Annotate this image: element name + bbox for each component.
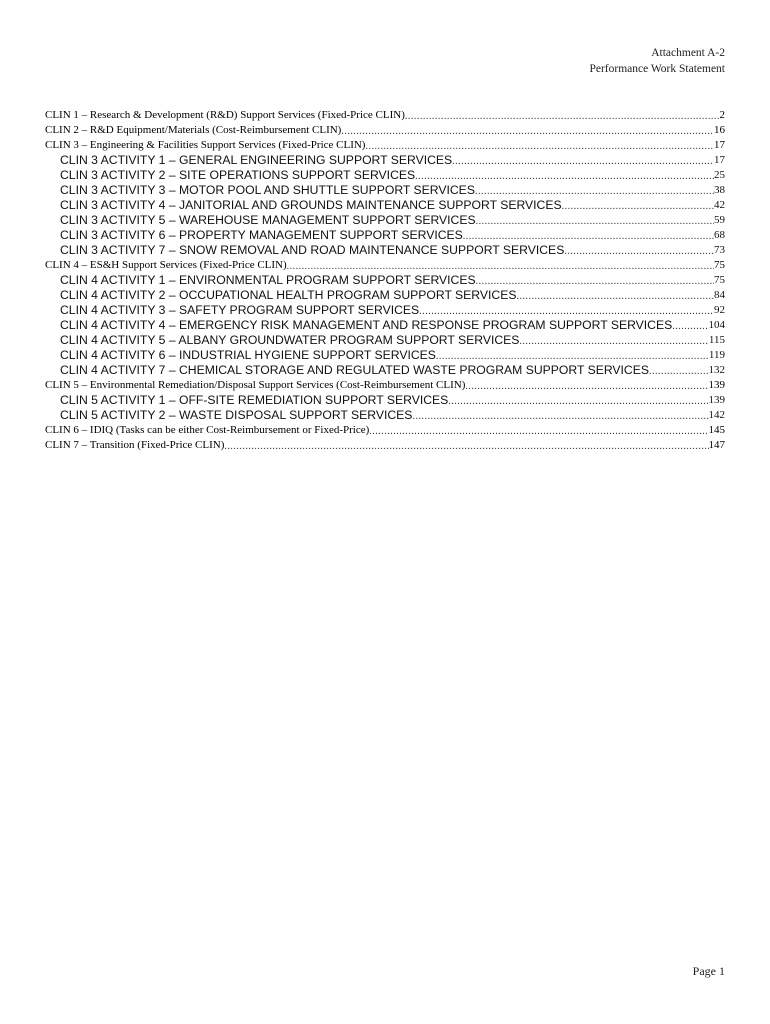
toc-entry-activity[interactable]	[45, 318, 725, 333]
toc-entry-activity[interactable]	[45, 408, 725, 423]
toc-page-number[interactable]: 132	[708, 364, 725, 376]
toc-dot-leader	[562, 200, 714, 213]
toc-page-number[interactable]: 68	[714, 229, 725, 241]
toc-page-number[interactable]: 147	[708, 439, 725, 451]
toc-dot-leader	[224, 440, 708, 453]
toc-dot-leader	[419, 305, 714, 318]
toc-dot-leader	[405, 110, 720, 123]
toc-entry-title[interactable]: CLIN 4 ACTIVITY 7 – CHEMICAL STORAGE AND REGULATED WASTE PROGRAM SUPPORT SERVICES	[60, 363, 649, 377]
toc-entry-activity[interactable]	[45, 348, 725, 363]
toc-entry-title[interactable]: CLIN 7 – Transition (Fixed-Price CLIN)	[45, 439, 225, 451]
toc-page-number[interactable]: 115	[708, 334, 725, 346]
toc-page-number[interactable]: 17	[714, 139, 725, 151]
toc-dot-leader	[475, 185, 714, 198]
toc-dot-leader	[463, 230, 714, 243]
page-number: Page 1	[692, 964, 725, 978]
toc-page-number[interactable]: 42	[714, 199, 725, 211]
toc-dot-leader	[412, 410, 708, 423]
toc-entry-title[interactable]: CLIN 4 ACTIVITY 5 – ALBANY GROUNDWATER PROGRAM SUPPORT SERVICES	[60, 333, 520, 347]
toc-dot-leader	[672, 320, 708, 333]
toc-entry-title[interactable]: CLIN 3 – Engineering & Facilities Support Services (Fixed-Price CLIN)	[45, 139, 366, 151]
toc-entry-title[interactable]: CLIN 1 – Research & Development (R&D) Support Services (Fixed-Price CLIN)	[45, 109, 405, 121]
document-title: Performance Work Statement	[589, 63, 725, 75]
toc-page-number[interactable]: 145	[708, 424, 725, 436]
toc-page-number[interactable]: 38	[714, 184, 725, 196]
toc-entry-title[interactable]: CLIN 3 ACTIVITY 5 – WAREHOUSE MANAGEMENT SUPPORT SERVICES	[60, 213, 476, 227]
toc-entry-activity[interactable]	[45, 243, 725, 258]
toc-entry-activity[interactable]	[45, 288, 725, 303]
toc-entry-clin[interactable]	[45, 138, 725, 153]
toc-entry-title[interactable]: CLIN 4 ACTIVITY 1 – ENVIRONMENTAL PROGRAM SUPPORT SERVICES	[60, 273, 476, 287]
toc-entry-activity[interactable]	[45, 213, 725, 228]
toc-dot-leader	[341, 125, 714, 138]
toc-page-number[interactable]: 84	[714, 289, 725, 301]
attachment-label: Attachment A-2	[651, 47, 725, 59]
toc-entry-activity[interactable]	[45, 153, 725, 168]
toc-dot-leader	[415, 170, 714, 183]
toc-page-number[interactable]: 142	[708, 409, 725, 421]
toc-page-number[interactable]: 17	[714, 154, 725, 166]
toc-entry-title[interactable]: CLIN 4 ACTIVITY 3 – SAFETY PROGRAM SUPPORT SERVICES	[60, 303, 420, 317]
toc-entry-clin[interactable]	[45, 123, 725, 138]
toc-dot-leader	[287, 260, 714, 273]
toc-entry-title[interactable]: CLIN 4 ACTIVITY 6 – INDUSTRIAL HYGIENE SUPPORT SERVICES	[60, 348, 436, 362]
toc-entry-title[interactable]: CLIN 5 ACTIVITY 1 – OFF-SITE REMEDIATION SUPPORT SERVICES	[60, 393, 449, 407]
toc-entry-title[interactable]: CLIN 4 ACTIVITY 2 – OCCUPATIONAL HEALTH PROGRAM SUPPORT SERVICES	[60, 288, 517, 302]
toc-entry-activity[interactable]	[45, 273, 725, 288]
toc-entry-clin[interactable]	[45, 423, 725, 438]
toc-entry-activity[interactable]	[45, 168, 725, 183]
toc-entry-activity[interactable]	[45, 303, 725, 318]
toc-entry-activity[interactable]	[45, 183, 725, 198]
toc-page-number[interactable]: 73	[714, 244, 725, 256]
toc-page-number[interactable]: 119	[708, 349, 725, 361]
toc-dot-leader	[519, 335, 708, 348]
toc-page-number[interactable]: 75	[714, 259, 725, 271]
table-of-contents	[45, 108, 725, 453]
toc-page-number[interactable]: 104	[708, 319, 725, 331]
toc-dot-leader	[516, 290, 714, 303]
toc-entry-title[interactable]: CLIN 4 ACTIVITY 4 – EMERGENCY RISK MANAGEMENT AND RESPONSE PROGRAM SUPPORT SERVICES	[60, 318, 673, 332]
toc-page-number[interactable]: 139	[708, 379, 725, 391]
toc-dot-leader	[476, 275, 714, 288]
toc-page-number[interactable]: 25	[714, 169, 725, 181]
toc-dot-leader	[436, 350, 709, 363]
page-header	[589, 45, 725, 77]
toc-entry-title[interactable]: CLIN 4 – ES&H Support Services (Fixed-Price CLIN)	[45, 259, 287, 271]
toc-entry-title[interactable]: CLIN 3 ACTIVITY 3 – MOTOR POOL AND SHUTTLE SUPPORT SERVICES	[60, 183, 475, 197]
toc-page-number[interactable]: 139	[708, 394, 725, 406]
toc-entry-title[interactable]: CLIN 2 – R&D Equipment/Materials (Cost-Reimbursement CLIN)	[45, 124, 342, 136]
toc-dot-leader	[465, 380, 708, 393]
toc-entry-title[interactable]: CLIN 3 ACTIVITY 4 – JANITORIAL AND GROUNDS MAINTENANCE SUPPORT SERVICES	[60, 198, 562, 212]
toc-entry-title[interactable]: CLIN 6 – IDIQ (Tasks can be either Cost-Reimbursement or Fixed-Price)	[45, 424, 370, 436]
toc-entry-title[interactable]: CLIN 5 ACTIVITY 2 – WASTE DISPOSAL SUPPORT SERVICES	[60, 408, 413, 422]
toc-dot-leader	[452, 155, 714, 168]
toc-page-number[interactable]: 2	[719, 109, 725, 121]
toc-entry-activity[interactable]	[45, 228, 725, 243]
toc-entry-title[interactable]: CLIN 3 ACTIVITY 2 – SITE OPERATIONS SUPPORT SERVICES	[60, 168, 416, 182]
toc-dot-leader	[365, 140, 714, 153]
toc-entry-clin[interactable]	[45, 378, 725, 393]
toc-page-number[interactable]: 16	[714, 124, 725, 136]
toc-entry-title[interactable]: CLIN 3 ACTIVITY 6 – PROPERTY MANAGEMENT SUPPORT SERVICES	[60, 228, 463, 242]
toc-entry-activity[interactable]	[45, 198, 725, 213]
toc-page-number[interactable]: 75	[714, 274, 725, 286]
toc-dot-leader	[564, 245, 714, 258]
toc-dot-leader	[448, 395, 708, 408]
toc-page-number[interactable]: 92	[714, 304, 725, 316]
toc-entry-activity[interactable]	[45, 333, 725, 348]
toc-entry-activity[interactable]	[45, 393, 725, 408]
toc-entry-clin[interactable]	[45, 438, 725, 453]
toc-entry-title[interactable]: CLIN 5 – Environmental Remediation/Disposal Support Services (Cost-Reimbursement CLIN)	[45, 379, 466, 391]
toc-dot-leader	[476, 215, 714, 228]
toc-entry-clin[interactable]	[45, 258, 725, 273]
toc-entry-clin[interactable]	[45, 108, 725, 123]
toc-entry-activity[interactable]	[45, 363, 725, 378]
toc-entry-title[interactable]: CLIN 3 ACTIVITY 1 – GENERAL ENGINEERING SUPPORT SERVICES	[60, 153, 453, 167]
toc-dot-leader	[369, 425, 708, 438]
toc-page-number[interactable]: 59	[714, 214, 725, 226]
toc-dot-leader	[649, 365, 709, 378]
toc-entry-title[interactable]: CLIN 3 ACTIVITY 7 – SNOW REMOVAL AND ROAD MAINTENANCE SUPPORT SERVICES	[60, 243, 565, 257]
